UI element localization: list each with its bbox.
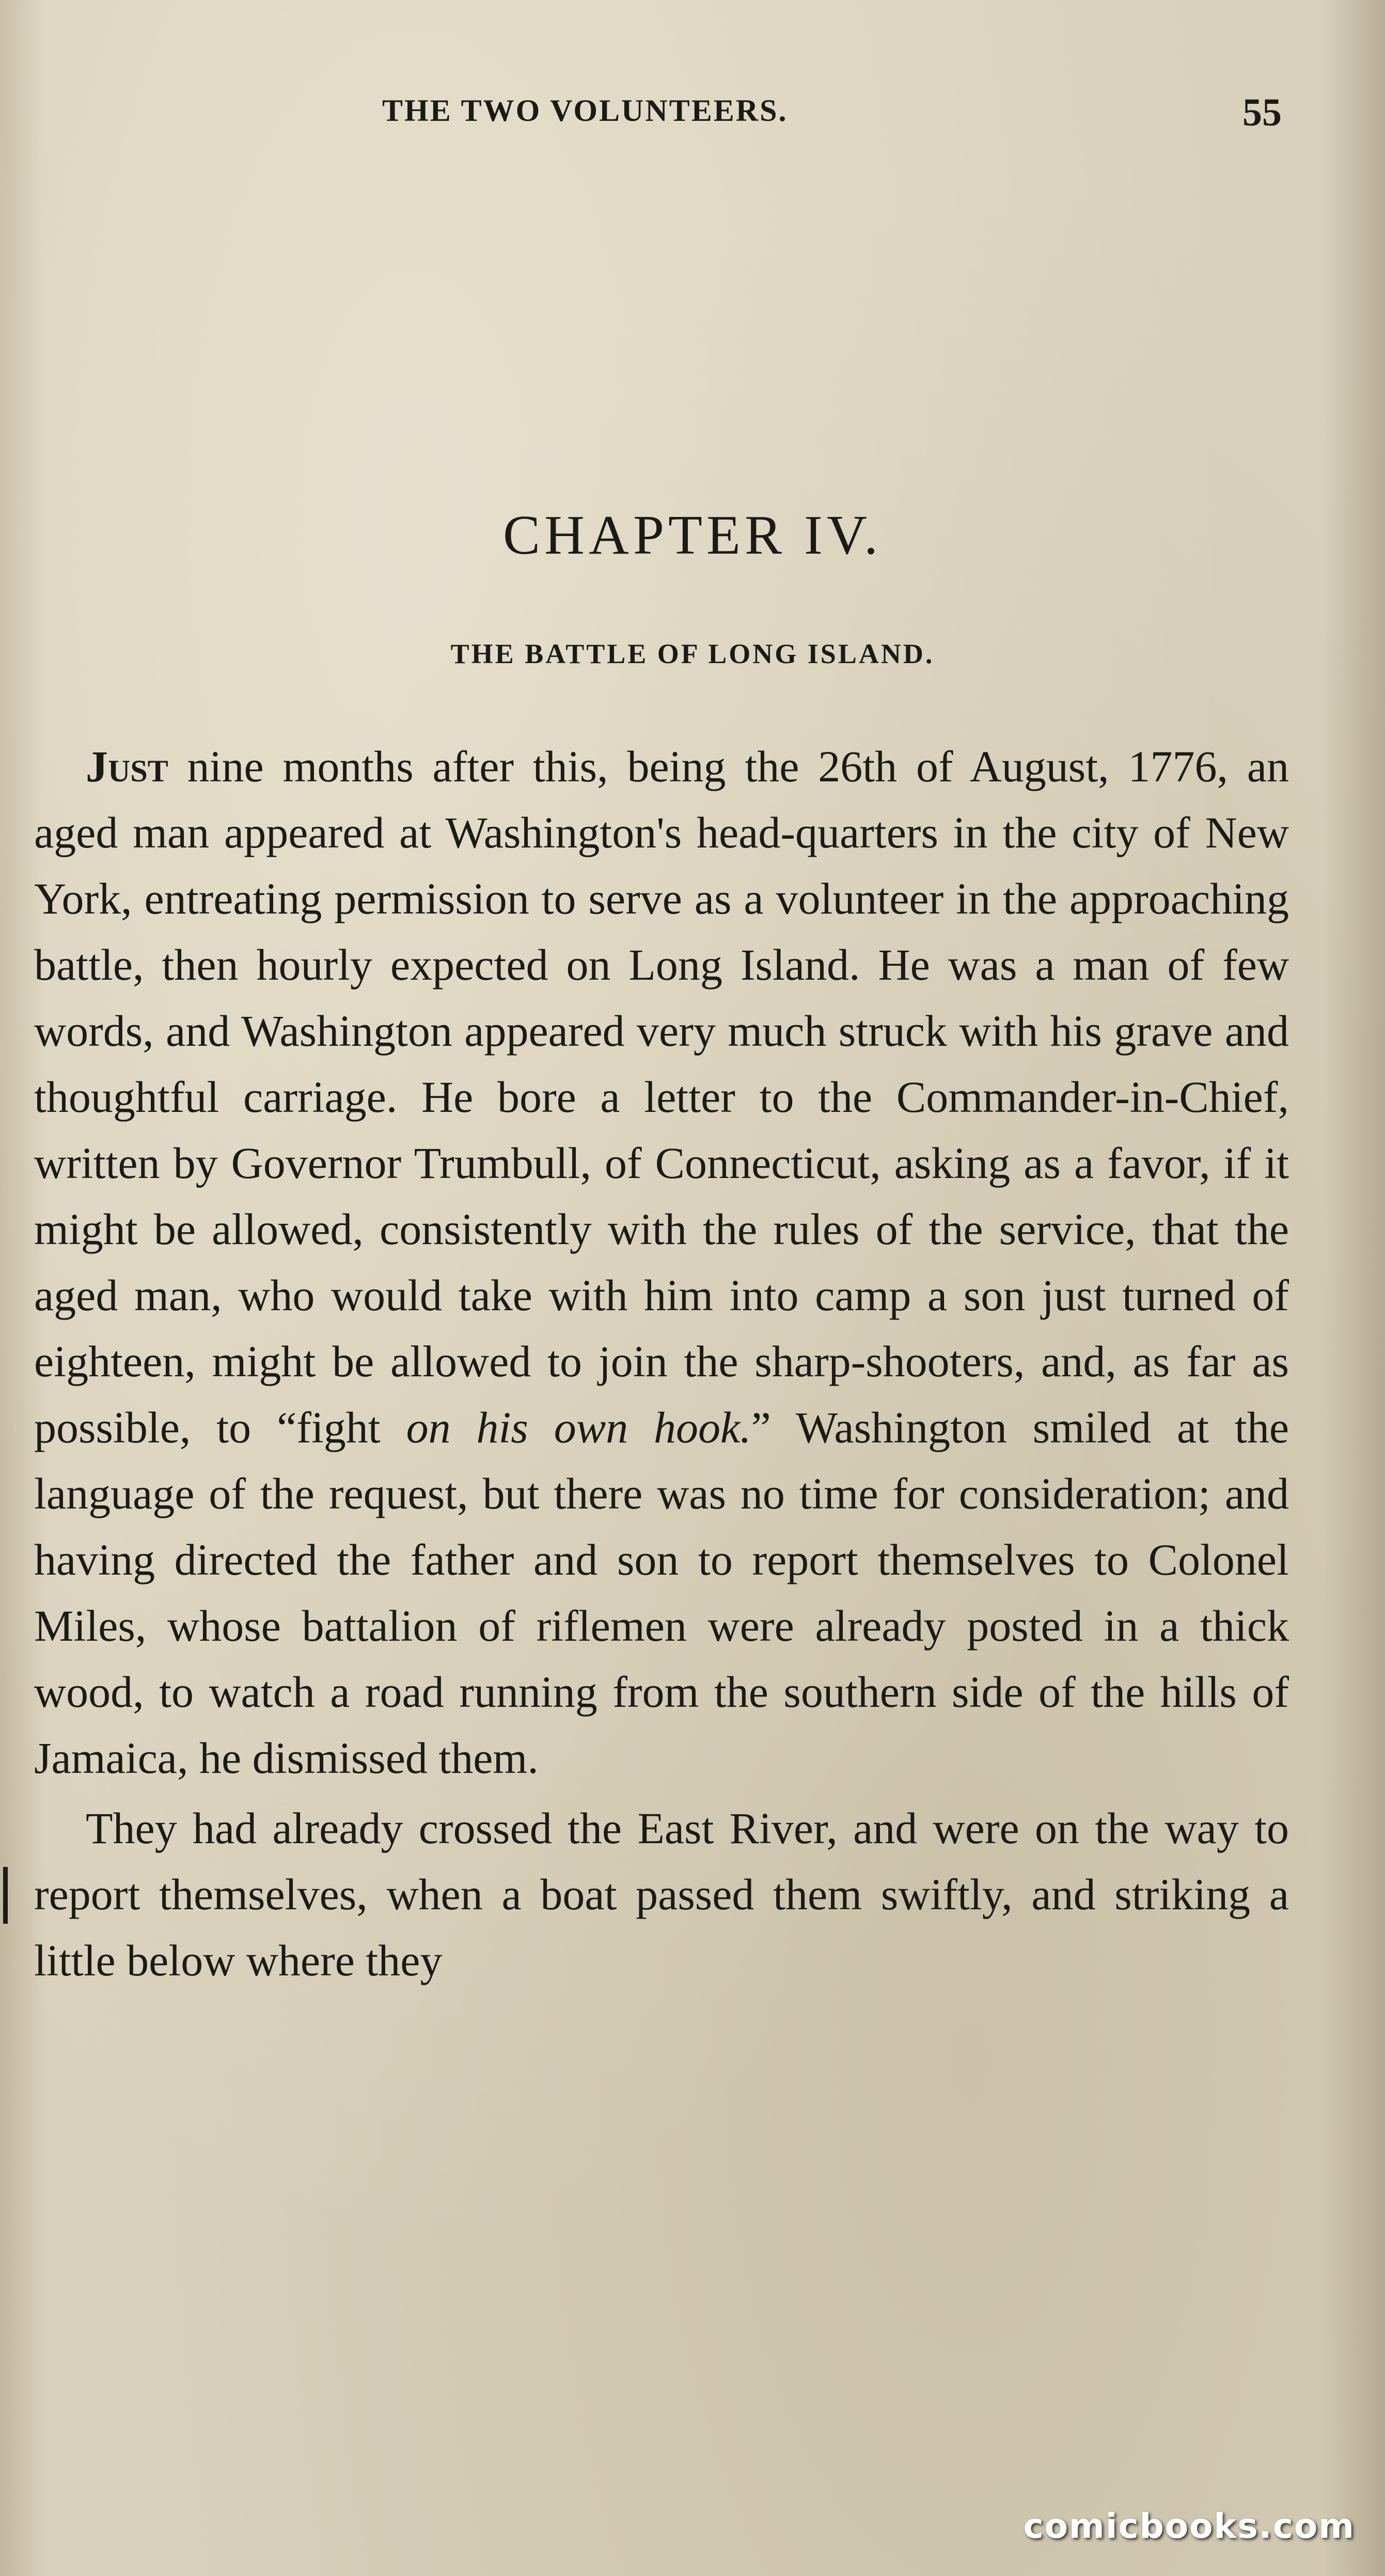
chapter-title: CHAPTER IV. bbox=[502, 505, 883, 566]
watermark: comicbooks.com bbox=[1023, 2506, 1355, 2546]
margin-mark bbox=[3, 1867, 8, 1924]
page-number: 55 bbox=[1242, 91, 1282, 134]
paragraph-1 bbox=[34, 733, 1289, 1791]
paragraph-1-text-a: nine months after this, being the 26th of August, 1776, an aged man appeared at Washington's head-quarters in the city of New York, entreating permission to serve as a volunteer in the approaching battle, then hourly expected on Long Island. He was a man of few words, and Washington appeared very much struck with his grave and thoughtful carriage. He bore a letter to the Commander-in-Chief, written by Governor Trumbull, of Connecticut, asking as a favor, if it might be allowed, consistently with the rules of the service, that the aged man, who would take with him into camp a son just turned of eighteen, might be allowed to join the sharp-shooters, and, as far as possible, to “fight bbox=[34, 742, 1289, 1452]
running-head: THE TWO VOLUNTEERS. bbox=[382, 93, 788, 128]
paragraph-lead-word: Just bbox=[86, 742, 168, 791]
body-text bbox=[34, 733, 1289, 1993]
paragraph-1-text-b: ” Washington smiled at the language of the request, but there was no time for consideration; and having directed the father and son to report themselves to Colonel Miles, whose battalion of riflemen were already posted in a thick wood, to watch a road running from the southern side of the hills of Jamaica, he dismissed them. bbox=[34, 1403, 1289, 1783]
chapter-subtitle: THE BATTLE OF LONG ISLAND. bbox=[450, 638, 935, 669]
paragraph-2: They had already crossed the East River, and were on the way to report themselves, when a boat passed them swiftly, and striking a little below where they bbox=[34, 1803, 1289, 1985]
paragraph-1-emphasis: on his own hook. bbox=[406, 1403, 751, 1452]
